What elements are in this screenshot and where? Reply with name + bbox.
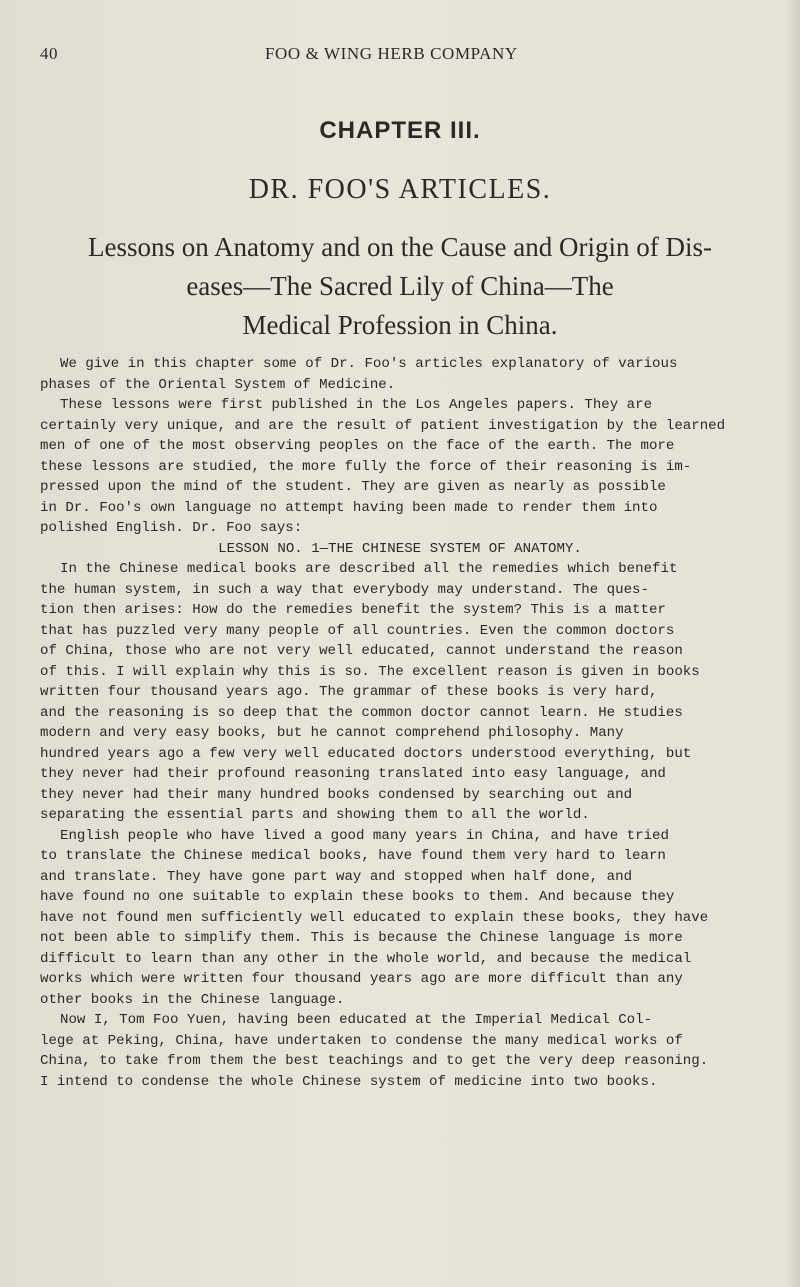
text-line: they never had their profound reasoning translated into easy language, and (40, 766, 666, 782)
text-line: These lessons were first published in the Los Angeles papers. They are (60, 397, 653, 413)
text-line: phases of the Oriental System of Medicine. (40, 376, 396, 393)
chapter-subtitle (40, 228, 760, 345)
running-head (40, 44, 760, 68)
text-line: I intend to condense the whole Chinese system of medicine into two books. (40, 1073, 658, 1090)
text-line: lege at Peking, China, have undertaken to condense the many medical works of (40, 1032, 683, 1049)
text-line: in Dr. Foo's own language no attempt having been made to render them into (40, 499, 658, 516)
text-line: of this. I will explain why this is so. The excellent reason is given in books (40, 663, 700, 680)
text-line: polished English. Dr. Foo says: (40, 520, 303, 536)
subtitle-line: Medical Profession in China. (242, 310, 558, 340)
text-line: written four thousand years ago. The grammar of these books is very hard, (40, 684, 658, 700)
text-line: tion then arises: How do the remedies benefit the system? This is a matter (40, 602, 666, 618)
subtitle-line: Lessons on Anatomy and on the Cause and Origin of Dis- (88, 232, 712, 262)
text-line: of China, those who are not very well educated, cannot understand the reason (40, 643, 683, 659)
running-title: FOO & WING HERB COMPANY (265, 44, 518, 63)
text-line: We give in this chapter some of Dr. Foo's articles explanatory of various (60, 356, 678, 372)
text-line: the human system, in such a way that everybody may understand. The ques- (40, 581, 649, 598)
text-line: certainly very unique, and are the result of patient investigation by the learned (40, 417, 726, 434)
text-line: have not found men sufficiently well educated to explain these books, they have (40, 909, 709, 926)
text-line: separating the essential parts and showing them to all the world. (40, 807, 590, 823)
text-line: not been able to simplify them. This is because the Chinese language is more (40, 930, 683, 946)
chapter-label: CHAPTER III. (319, 117, 481, 144)
text-line: that has puzzled very many people of all countries. Even the common doctors (40, 622, 675, 639)
text-line: modern and very easy books, but he cannot comprehend philosophy. Many (40, 725, 624, 741)
chapter-title: DR. FOO'S ARTICLES. (248, 174, 552, 205)
lesson-heading: LESSON NO. 1—THE CHINESE SYSTEM OF ANATOMY. (218, 540, 582, 557)
page-number: 40 (40, 44, 58, 63)
text-line: to translate the Chinese medical books, have found them very hard to learn (40, 848, 666, 864)
text-line: English people who have lived a good many years in China, and have tried (60, 827, 669, 844)
text-line: men of one of the most observing peoples on the face of the earth. The more (40, 438, 675, 454)
body-text (40, 354, 760, 1092)
text-line: Now I, Tom Foo Yuen, having been educated at the Imperial Medical Col- (60, 1012, 653, 1028)
text-line: and translate. They have gone part way and stopped when half done, and (40, 868, 633, 885)
text-line: other books in the Chinese language. (40, 991, 345, 1008)
text-line: works which were written four thousand years ago are more difficult than any (40, 971, 683, 987)
subtitle-line: eases—The Sacred Lily of China—The (186, 271, 614, 301)
text-line: In the Chinese medical books are described all the remedies which benefit (60, 561, 678, 577)
text-line: these lessons are studied, the more fully the force of their reasoning is im- (40, 458, 692, 475)
text-line: difficult to learn than any other in the whole world, and because the medical (40, 950, 692, 967)
text-line: pressed upon the mind of the student. They are given as nearly as possible (40, 479, 666, 495)
text-line: China, to take from them the best teachings and to get the very deep reasoning. (40, 1053, 709, 1069)
text-line: hundred years ago a few very well educated doctors understood everything, but (40, 745, 692, 762)
text-line: they never had their many hundred books condensed by searching out and (40, 786, 633, 803)
text-line: have found no one suitable to explain these books to them. And because they (40, 889, 675, 905)
text-line: and the reasoning is so deep that the common doctor cannot learn. He studies (40, 704, 683, 721)
